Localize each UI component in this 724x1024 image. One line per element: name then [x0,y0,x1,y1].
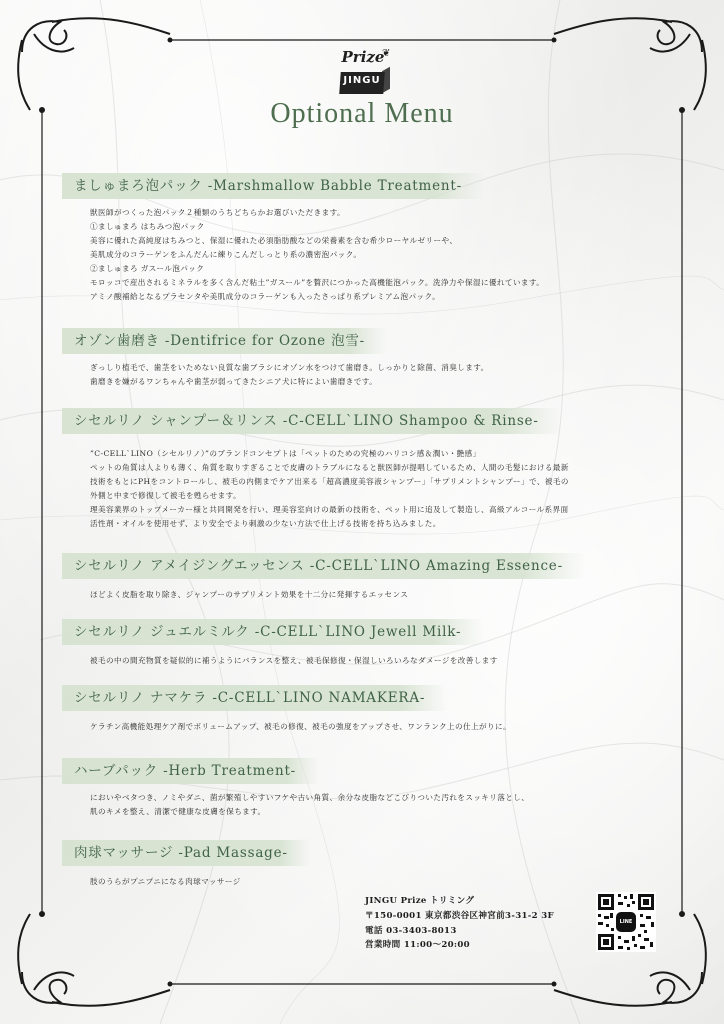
description-line: 活性剤・オイルを使用せず、より安全でより刺激の少ない方法で仕上げる技術を持ち込みました。 [90,519,441,528]
shop-name: JINGU Prize トリミング [365,896,475,906]
shop-address: 〒150-0001 東京都渋谷区神宮前3-31-2 3F [365,910,554,921]
shop-phone[interactable]: 電話 03-3403-8013 [365,925,457,936]
description-line: ”C-CELL`LINO（シセルリノ）”のブランドコンセプトは「ペットのための究極のハリコシ感＆潤い・艶感」 [90,449,481,458]
description-line: においやベタつき、ノミやダニ、菌が繁殖しやすいフケや古い角質、余分な皮脂などこびりついた汚れをスッキリ落とし、 [90,793,530,802]
description-line: 理美容業界のトップメーカー様と共同開発を行い、理美容室向けの最新の技術を、ペット用に追及して製造し、高級アルコール系界面 [90,505,569,514]
menu-item-description [90,588,670,602]
menu-item-heading: ましゅまろ泡パック -Marshmallow Babble Treatment- [62,173,484,199]
logo-jingu-text: JINGU [343,75,381,86]
menu-item-heading: オゾン歯磨き -Dentifrice for Ozone 泡雪- [62,328,387,354]
description-line: ②ましゅまろ ガスール泡パック [90,264,205,273]
menu-item-heading: シセルリノ アメイジングエッセンス -C-CELL`LINO Amazing Essence- [62,553,585,579]
description-line: 美容に優れた高純度はちみつと、保湿に優れた必須脂肪酸などの栄養素を含む希少ローヤルゼリーや、 [90,236,458,245]
line-logo-icon: LINE [616,912,636,932]
menu-item-description [90,720,670,734]
description-line: 外側と中まで修復して被毛を甦らせます。 [90,491,242,500]
menu-item-heading: シセルリノ ジュエルミルク -C-CELL`LINO Jewell Milk- [62,619,483,645]
brand-logo [334,48,392,102]
menu-item-ozone-dentifrice [62,328,670,389]
menu-item-description [90,206,670,304]
description-line: ケラチン高機能処理ケア剤でボリュームアップ、被毛の修復、被毛の強度をアップさせ、ワンランク上の仕上がりに。 [90,722,512,731]
menu-item-herb-treatment [62,758,670,819]
shop-info [365,894,554,953]
shop-hours: 営業時間 11:00～20:00 [365,940,470,951]
description-line: ぎっしり植毛で、歯茎をいためない良質な歯ブラシにオゾン水をつけて歯磨き。しっかりと除菌、消臭します。 [90,363,489,372]
description-line: 被毛の中の間充物質を疑似的に補うようにバランスを整え、被毛保修復・保湿しいろいろなダメージを改善します [90,656,498,665]
description-line: モロッコで産出されるミネラルを多く含んだ粘土”ガスール”を贅沢につかった高機能泡パック。洗浄力や保湿に優れています。 [90,278,545,287]
description-line: ペットの角質は人よりも薄く、角質を取りすぎることで皮膚のトラブルになると獣医師が提唱しているため、人間の毛髪における最新 [90,463,569,472]
menu-item-amazing-essence [62,553,670,602]
menu-item-description [90,361,670,389]
description-line: 美肌成分のコラーゲンをふんだんに練りこんだしっとり系の濃密泡パック。 [90,250,362,259]
paw-icon: ❦ [382,48,391,59]
line-qr-code[interactable] [596,892,656,952]
menu-item-pad-massage [62,840,670,889]
page-title: Optional Menu [270,98,454,129]
description-line: 肌のキメを整え、清潔で健康な皮膚を保ちます。 [90,807,266,816]
description-line: 獣医師がつくった泡パック２種類のうちどちらかお選びいただきます。 [90,208,346,217]
description-line: ①ましゅまろ はちみつ泡パック [90,222,205,231]
menu-item-description [90,875,670,889]
logo-prize-text: Prize [341,48,385,66]
description-line: 肢のうらがプニプニになる肉球マッサージ [90,877,241,886]
description-line: 歯磨きを嫌がるワンちゃんや歯茎が弱ってきたシニア犬に特によい歯磨きです。 [90,377,378,386]
menu-item-shampoo-rinse [62,408,670,531]
description-line: 技術をもとにPHをコントロールし、被毛の内側までケア出来る「超高濃度美容液シャンプー」「サプリメントシャンプー」で、被毛の [90,477,569,486]
menu-item-description [90,791,670,819]
menu-item-heading: シセルリノ ナマケラ -C-CELL`LINO NAMAKERA- [62,685,447,711]
menu-item-marshmallow [62,173,670,304]
description-line: ほどよく皮脂を取り除き、ジャンプーのサプリメント効果を十二分に発揮するエッセンス [90,590,409,599]
menu-item-jewell-milk [62,619,670,668]
menu-item-description [90,654,670,668]
menu-item-description [90,447,670,531]
menu-item-namakera [62,685,670,734]
description-line: アミノ酸補給となるプラセンタや美肌成分のコラーゲンも入ったさっぱり系プレミアム泡パック。 [90,292,441,301]
menu-item-heading: シセルリノ シャンプー＆リンス -C-CELL`LINO Shampoo & Rinse- [62,408,561,434]
menu-item-heading: ハーブパック -Herb Treatment- [62,758,318,784]
menu-item-heading: 肉球マッサージ -Pad Massage- [62,840,310,866]
